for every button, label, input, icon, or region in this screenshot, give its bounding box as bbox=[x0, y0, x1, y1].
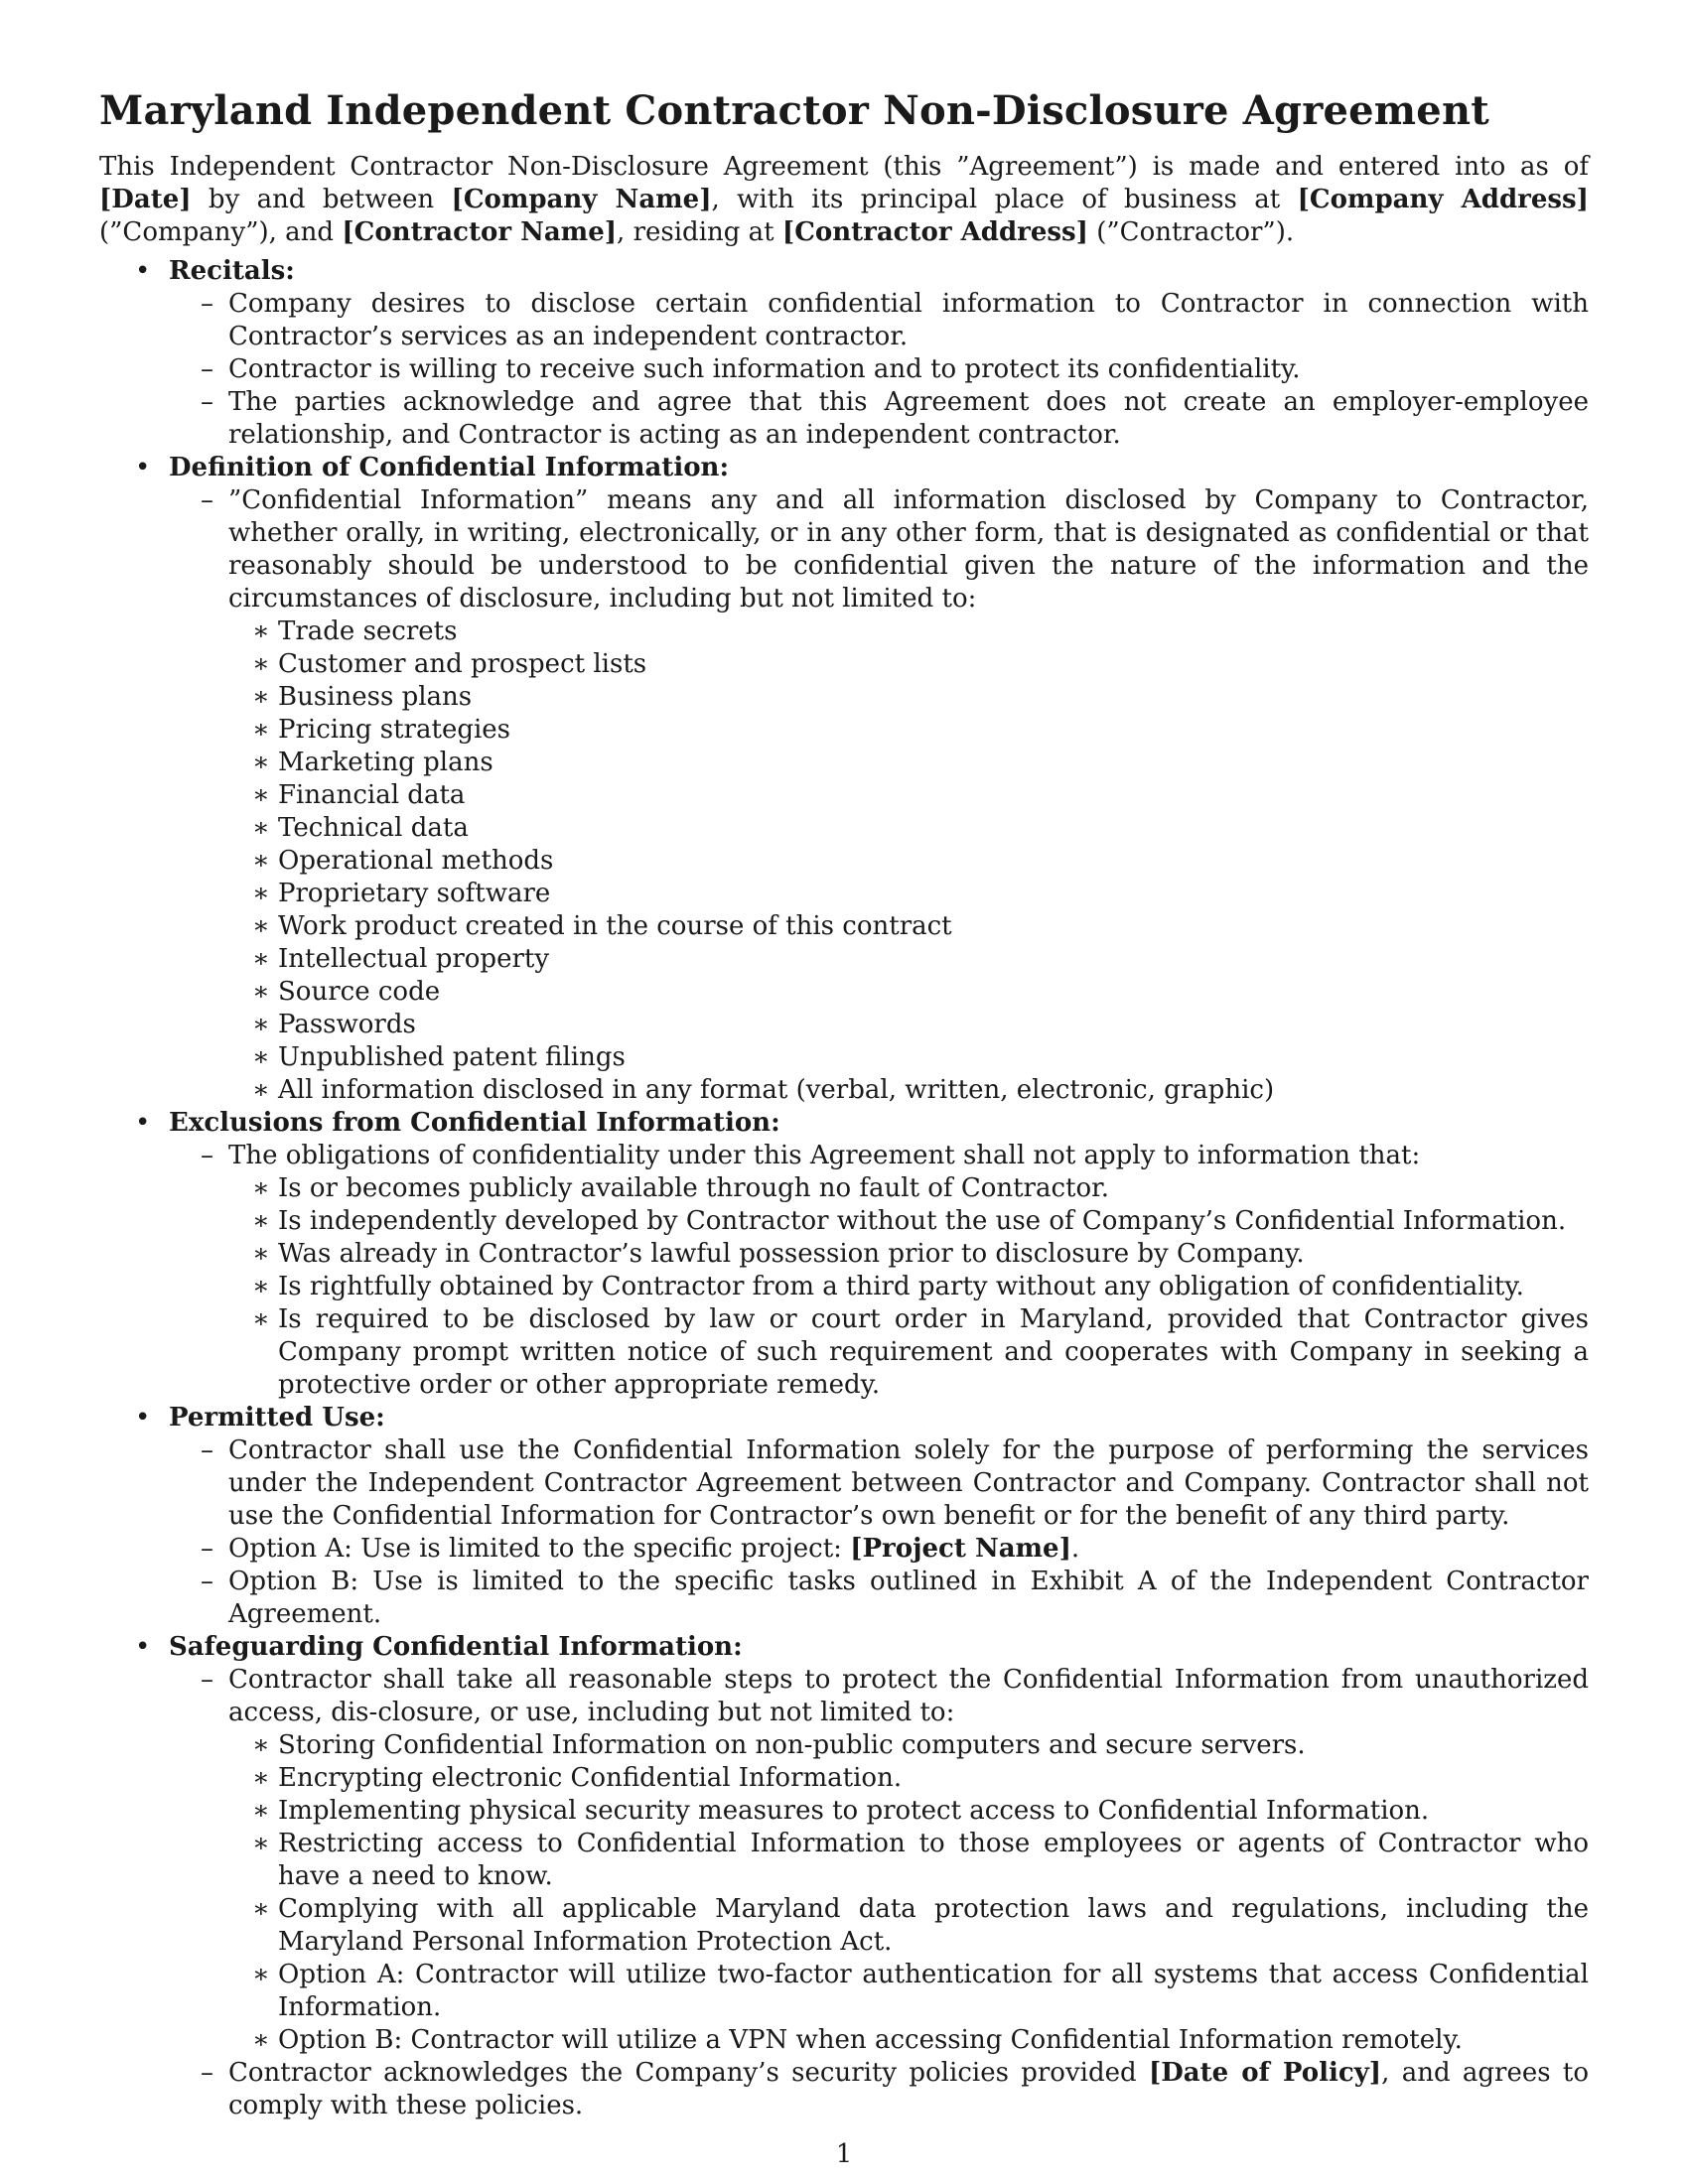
list-item-text: Complying with all applicable Maryland data protection laws and regulations, including the Maryland Personal Information Protection Act. bbox=[278, 1894, 1589, 1957]
section-heading: Recitals: bbox=[169, 256, 295, 286]
star-marker: ∗ bbox=[252, 1272, 270, 1301]
intro-text: (”Contractor”). bbox=[1087, 217, 1295, 247]
list-item bbox=[169, 1533, 1589, 1566]
bullet-marker: • bbox=[135, 453, 151, 482]
policy-date-placeholder: [Date of Policy] bbox=[1148, 2058, 1382, 2088]
list-item-text: Option A: Contractor will utilize two-factor authentication for all systems that access Confidential Information. bbox=[278, 1960, 1589, 2022]
star-marker: ∗ bbox=[252, 1010, 270, 1039]
list-item-text: Work product created in the course of this contract bbox=[278, 911, 952, 941]
dash-marker: – bbox=[201, 1534, 213, 1564]
list-item bbox=[228, 714, 1589, 747]
list-item bbox=[228, 910, 1589, 943]
list-item bbox=[228, 747, 1589, 779]
list-item bbox=[169, 353, 1589, 386]
list-item-text: Source code bbox=[278, 977, 441, 1007]
intro-text: This Independent Contractor Non-Disclosure Agreement (this ”Agreement”) is made and entered into as of bbox=[99, 152, 1589, 182]
list-item-text: Restricting access to Confidential Information to those employees or agents of Contractor who have a need to know. bbox=[278, 1829, 1589, 1891]
list-item bbox=[169, 1140, 1589, 1402]
list-item-text: Passwords bbox=[278, 1010, 416, 1039]
definition-text: ”Confidential Information” means any and all information disclosed by Company to Contractor, whether orally, in writing, electronically, or in any other form, that is designated as confidential or that reasonably should be understood to be confidential given the nature of the information and the circumstances of disclosure, including but not limited to: bbox=[228, 485, 1589, 614]
exclusions-text: The obligations of confidentiality under this Agreement shall not apply to information that: bbox=[228, 1141, 1421, 1170]
star-marker: ∗ bbox=[252, 748, 270, 777]
document-body bbox=[99, 85, 1589, 2122]
section-list bbox=[99, 255, 1589, 2122]
section-recitals bbox=[99, 255, 1589, 452]
dash-marker: – bbox=[201, 387, 213, 417]
list-item bbox=[228, 976, 1589, 1009]
list-item-text: The parties acknowledge and agree that this Agreement does not create an employer-employee relationship, and Contractor is acting as an independent contractor. bbox=[228, 387, 1589, 450]
list-item bbox=[228, 812, 1589, 845]
list-item bbox=[228, 1074, 1589, 1107]
section-heading: Exclusions from Confidential Information: bbox=[169, 1108, 780, 1138]
list-item-text: Option A: Use is limited to the specific project: bbox=[228, 1534, 851, 1564]
list-item bbox=[228, 1303, 1589, 1402]
list-item bbox=[228, 878, 1589, 910]
list-item-text: Company desires to disclose certain confidential information to Contractor in connection with Contractor’s services as an independent contractor. bbox=[228, 289, 1589, 351]
contractor-address-placeholder: [Contractor Address] bbox=[781, 217, 1088, 247]
dash-marker: – bbox=[201, 1141, 213, 1170]
section-definition bbox=[99, 452, 1589, 1107]
project-name-placeholder: [Project Name] bbox=[850, 1534, 1071, 1564]
list-item bbox=[228, 1828, 1589, 1893]
list-item-text: Intellectual property bbox=[278, 944, 550, 974]
exclusions-list bbox=[169, 1140, 1589, 1402]
contractor-name-placeholder: [Contractor Name] bbox=[342, 217, 618, 247]
list-item bbox=[228, 1729, 1589, 1762]
star-marker: ∗ bbox=[252, 1730, 270, 1760]
list-item bbox=[228, 779, 1589, 812]
list-item-text: All information disclosed in any format (verbal, written, electronic, graphic) bbox=[278, 1075, 1275, 1105]
star-marker: ∗ bbox=[252, 649, 270, 679]
star-marker: ∗ bbox=[252, 682, 270, 712]
list-item-text: Operational methods bbox=[278, 846, 554, 876]
list-item-text: Customer and prospect lists bbox=[278, 649, 647, 679]
list-item-text: Storing Confidential Information on non-public computers and secure servers. bbox=[278, 1730, 1306, 1760]
list-item-text: Option B: Contractor will utilize a VPN when accessing Confidential Information remotely. bbox=[278, 2025, 1463, 2055]
star-marker: ∗ bbox=[252, 879, 270, 908]
dash-marker: – bbox=[201, 289, 213, 319]
list-item bbox=[228, 1041, 1589, 1074]
star-marker: ∗ bbox=[252, 1960, 270, 1989]
intro-text: , with its principal place of business at bbox=[711, 185, 1298, 214]
intro-text: , residing at bbox=[617, 217, 782, 247]
star-marker: ∗ bbox=[252, 1304, 270, 1334]
star-marker: ∗ bbox=[252, 813, 270, 843]
list-item-text: Unpublished patent filings bbox=[278, 1042, 626, 1072]
list-item bbox=[228, 1893, 1589, 1959]
page-number: 1 bbox=[835, 2139, 853, 2169]
list-item bbox=[228, 1271, 1589, 1303]
intro-paragraph bbox=[99, 151, 1589, 249]
list-item bbox=[228, 1009, 1589, 1041]
list-item-text: . bbox=[1070, 1534, 1080, 1564]
section-heading: Permitted Use: bbox=[169, 1403, 385, 1433]
bullet-marker: • bbox=[135, 1403, 151, 1433]
section-exclusions bbox=[99, 1107, 1589, 1402]
section-safeguarding bbox=[99, 1631, 1589, 2122]
list-item-text: Is or becomes publicly available through no fault of Contractor. bbox=[278, 1173, 1109, 1203]
dash-marker: – bbox=[201, 1435, 213, 1465]
list-item-text: Option B: Use is limited to the specific tasks outlined in Exhibit A of the Independent Contractor Agreement. bbox=[228, 1567, 1589, 1629]
star-marker: ∗ bbox=[252, 1173, 270, 1203]
list-item-text: Contractor is willing to receive such information and to protect its confidentiality. bbox=[228, 354, 1301, 384]
bullet-marker: • bbox=[135, 256, 151, 286]
star-marker: ∗ bbox=[252, 1796, 270, 1826]
list-item bbox=[169, 288, 1589, 353]
star-marker: ∗ bbox=[252, 780, 270, 810]
star-marker: ∗ bbox=[252, 1894, 270, 1924]
star-marker: ∗ bbox=[252, 846, 270, 876]
section-permitted-use bbox=[99, 1402, 1589, 1631]
bullet-marker: • bbox=[135, 1632, 151, 1662]
list-item bbox=[228, 681, 1589, 714]
date-placeholder: [Date] bbox=[99, 185, 192, 214]
star-marker: ∗ bbox=[252, 1763, 270, 1793]
dash-marker: – bbox=[201, 1665, 213, 1695]
list-item bbox=[228, 648, 1589, 681]
list-item-text: Is rightfully obtained by Contractor from a third party without any obligation of confidentiality. bbox=[278, 1272, 1524, 1301]
star-marker: ∗ bbox=[252, 2025, 270, 2055]
list-item-text: Implementing physical security measures to protect access to Confidential Information. bbox=[278, 1796, 1430, 1826]
list-item bbox=[169, 1566, 1589, 1631]
recitals-list bbox=[169, 288, 1589, 452]
list-item bbox=[169, 1664, 1589, 2057]
list-item bbox=[169, 484, 1589, 1107]
list-item-text: Trade secrets bbox=[278, 616, 458, 646]
list-item-text: Pricing strategies bbox=[278, 715, 511, 745]
list-item-text: Contractor acknowledges the Company’s security policies provided bbox=[228, 2058, 1149, 2088]
list-item bbox=[228, 615, 1589, 648]
list-item bbox=[169, 386, 1589, 452]
star-marker: ∗ bbox=[252, 911, 270, 941]
star-marker: ∗ bbox=[252, 1239, 270, 1269]
dash-marker: – bbox=[201, 354, 213, 384]
list-item-text: Contractor shall use the Confidential Information solely for the purpose of performing the services under the Independent Contractor Agreement between Contractor and Company. Contractor shall not use the Confidential Information for Contractor’s own benefit or for the benefit of any third party. bbox=[228, 1435, 1589, 1531]
star-marker: ∗ bbox=[252, 715, 270, 745]
list-item-text: , and agrees to comply with these policies. bbox=[228, 2058, 1590, 2120]
intro-text: by and between bbox=[191, 185, 452, 214]
list-item-text: Was already in Contractor’s lawful possession prior to disclosure by Company. bbox=[278, 1239, 1305, 1269]
definition-list bbox=[169, 484, 1589, 1107]
list-item bbox=[169, 2057, 1589, 2122]
list-item bbox=[228, 1762, 1589, 1795]
list-item-text: Proprietary software bbox=[278, 879, 551, 908]
dash-marker: – bbox=[201, 1567, 213, 1596]
list-item bbox=[228, 2024, 1589, 2057]
list-item bbox=[228, 1172, 1589, 1205]
exclusion-items bbox=[228, 1172, 1589, 1402]
company-address-placeholder: [Company Address] bbox=[1297, 185, 1589, 214]
list-item-text: Financial data bbox=[278, 780, 466, 810]
safeguarding-text: Contractor shall take all reasonable steps to protect the Confidential Information from unauthorized access, dis-closure, or use, including but not limited to: bbox=[228, 1665, 1589, 1727]
list-item bbox=[169, 1434, 1589, 1533]
permitted-list bbox=[169, 1434, 1589, 1631]
dash-marker: – bbox=[201, 2058, 213, 2088]
list-item bbox=[228, 1205, 1589, 1238]
safeguarding-list bbox=[169, 1664, 1589, 2122]
star-marker: ∗ bbox=[252, 977, 270, 1007]
bullet-marker: • bbox=[135, 1108, 151, 1138]
star-marker: ∗ bbox=[252, 616, 270, 646]
dash-marker: – bbox=[201, 485, 213, 515]
intro-text: (”Company”), and bbox=[99, 217, 343, 247]
star-marker: ∗ bbox=[252, 944, 270, 974]
list-item-text: Encrypting electronic Confidential Information. bbox=[278, 1763, 903, 1793]
confidential-info-list bbox=[228, 615, 1589, 1107]
list-item-text: Marketing plans bbox=[278, 748, 493, 777]
list-item-text: Is independently developed by Contractor without the use of Company’s Confidential Information. bbox=[278, 1206, 1567, 1236]
list-item bbox=[228, 1795, 1589, 1828]
list-item-text: Business plans bbox=[278, 682, 473, 712]
document-title: Maryland Independent Contractor Non-Disclosure Agreement bbox=[99, 87, 1489, 134]
star-marker: ∗ bbox=[252, 1829, 270, 1858]
list-item-text: Technical data bbox=[278, 813, 469, 843]
list-item bbox=[228, 1959, 1589, 2024]
section-heading: Definition of Confidential Information: bbox=[169, 453, 730, 482]
section-heading: Safeguarding Confidential Information: bbox=[169, 1632, 743, 1662]
list-item bbox=[228, 845, 1589, 878]
safeguarding-items bbox=[228, 1729, 1589, 2057]
company-name-placeholder: [Company Name] bbox=[451, 185, 712, 214]
list-item bbox=[228, 1238, 1589, 1271]
star-marker: ∗ bbox=[252, 1042, 270, 1072]
star-marker: ∗ bbox=[252, 1206, 270, 1236]
star-marker: ∗ bbox=[252, 1075, 270, 1105]
list-item bbox=[228, 943, 1589, 976]
list-item-text: Is required to be disclosed by law or court order in Maryland, provided that Contractor gives Company prompt written notice of such requirement and cooperates with Company in seeking a protective order or other appropriate remedy. bbox=[278, 1304, 1589, 1400]
